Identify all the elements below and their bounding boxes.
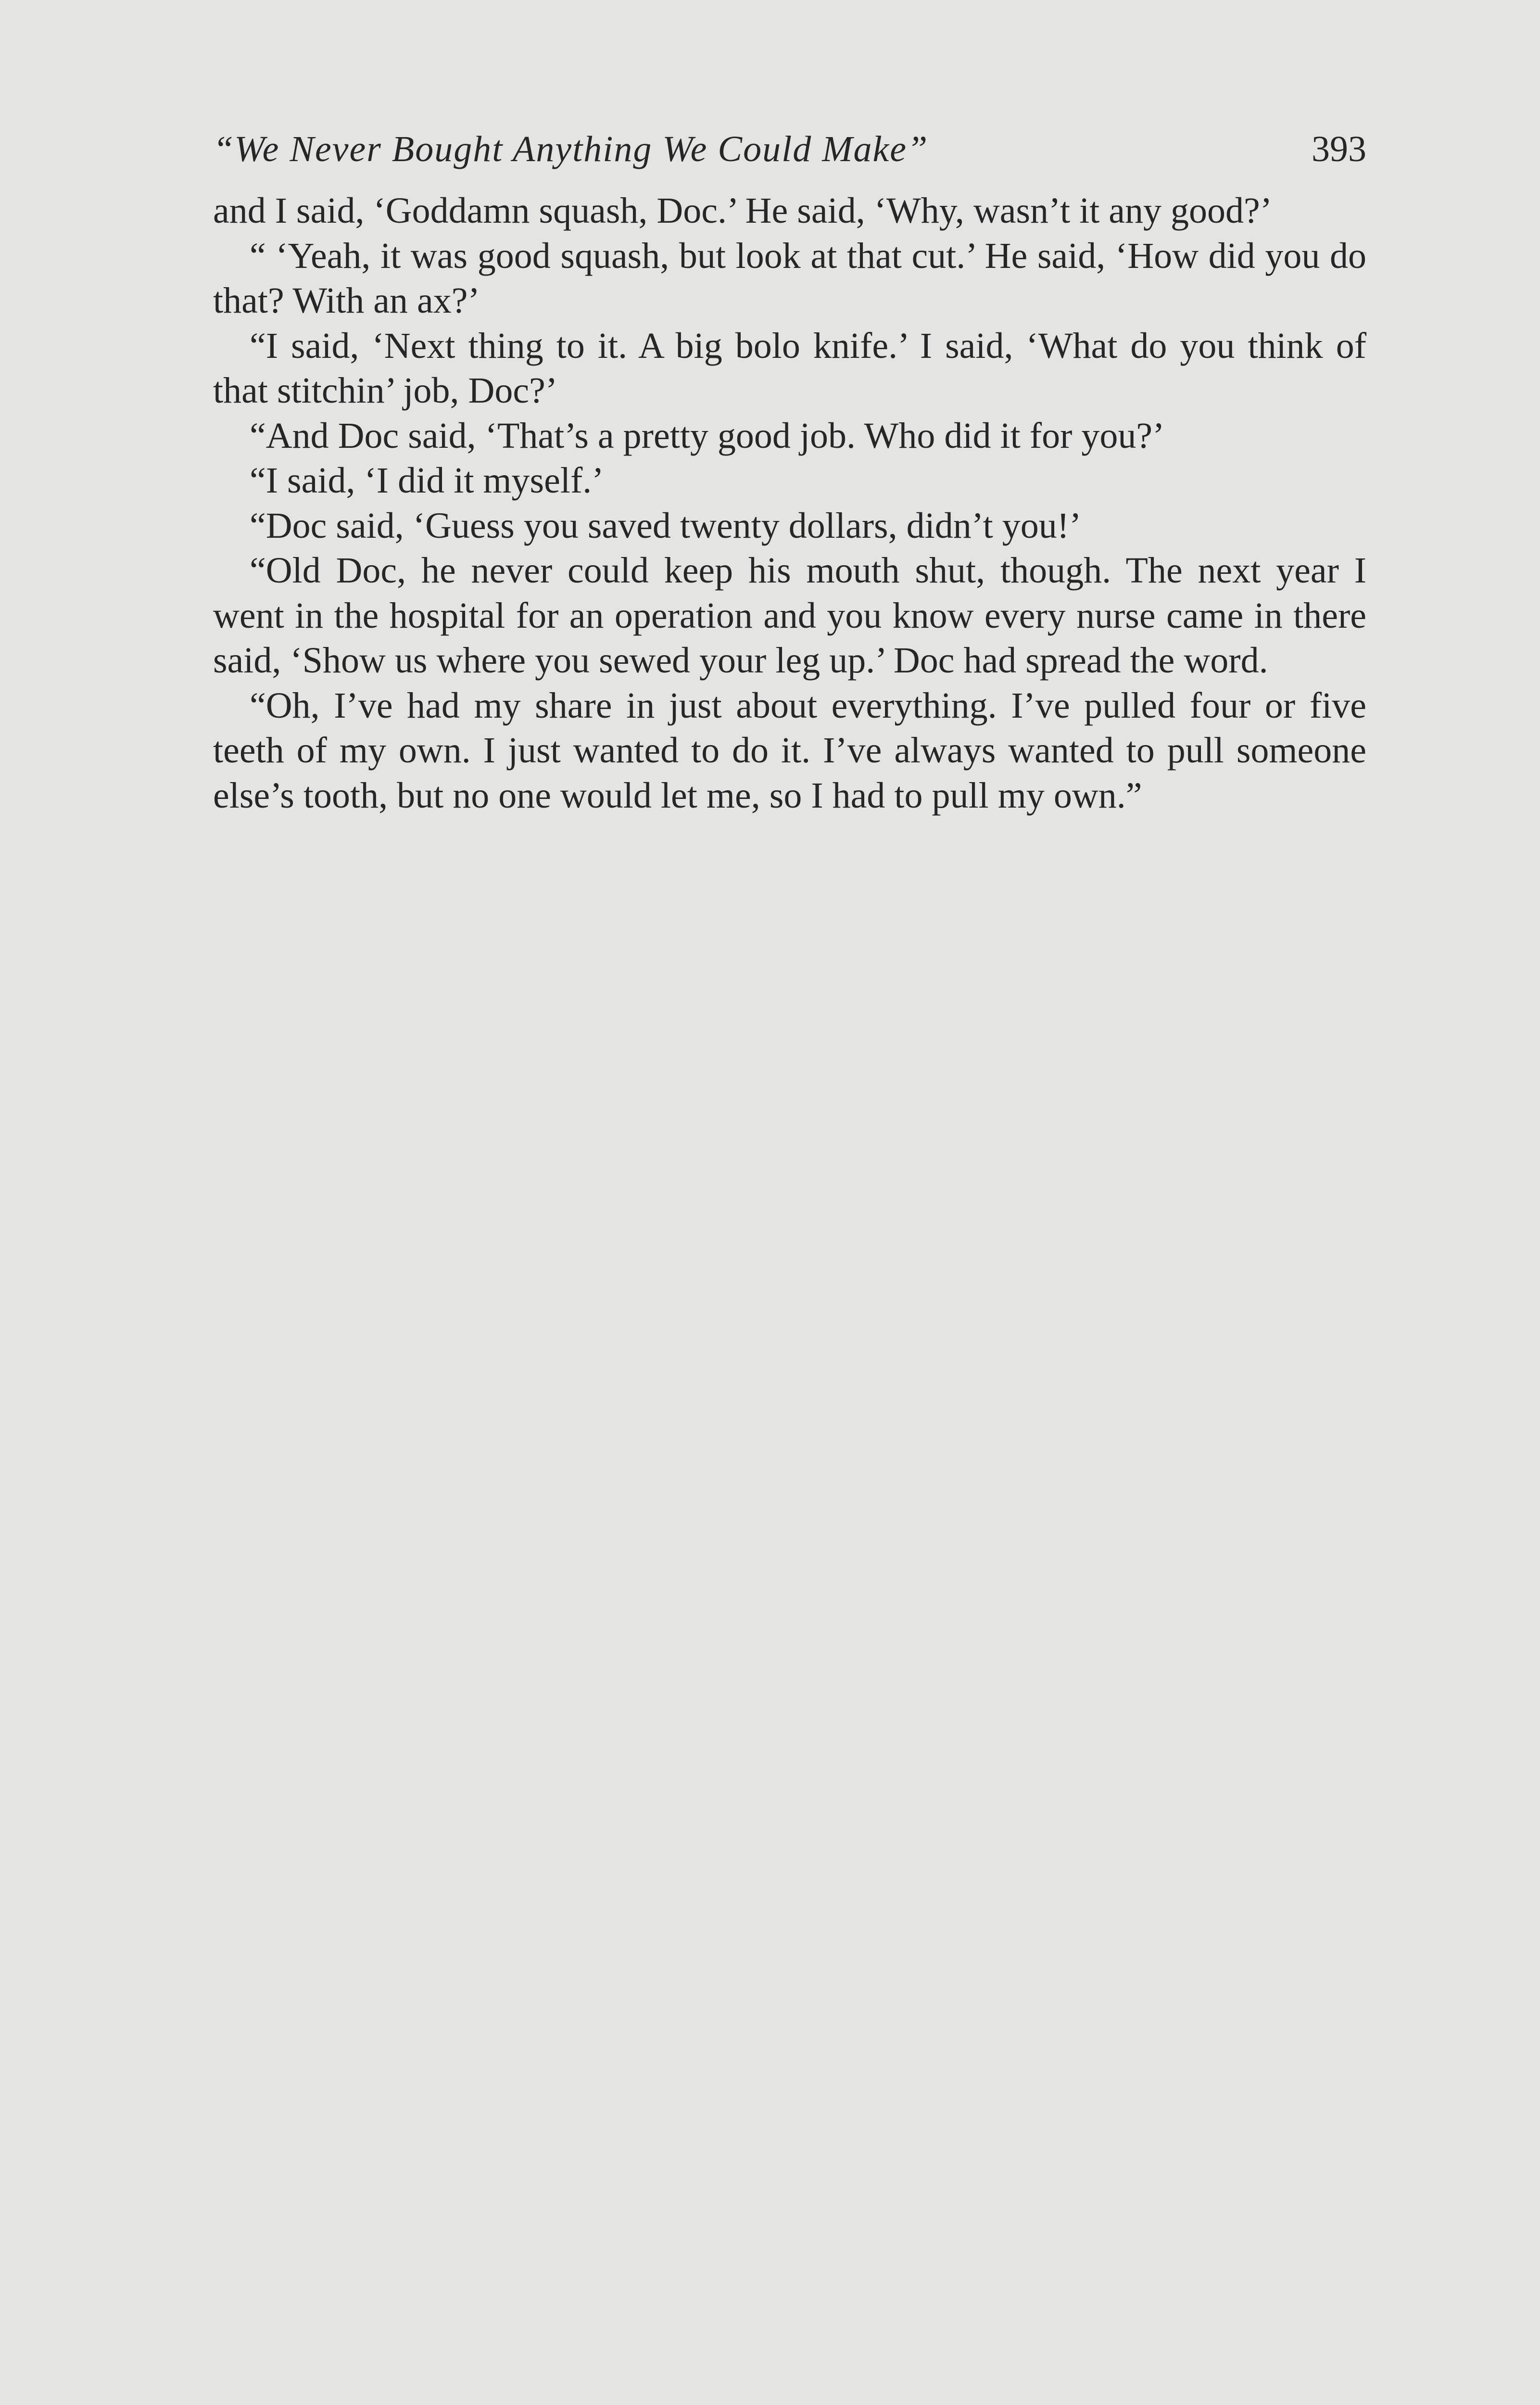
body-text [213,189,1366,818]
running-head [213,123,1366,176]
paragraph: “Oh, I’ve had my share in just about everything. I’ve pulled four or five teeth of my own. I just wanted to do it. I’ve always wanted to pull someone else’s tooth, but no one would let me, so I had to pull my own.” [213,685,1366,816]
paragraph: “And Doc said, ‘That’s a pretty good job. Who did it for you?’ [250,415,1165,456]
paragraph: “Doc said, ‘Guess you saved twenty dollars, didn’t you!’ [250,505,1082,546]
paragraph: and I said, ‘Goddamn squash, Doc.’ He said, ‘Why, wasn’t it any good?’ [213,190,1273,231]
paragraph: “Old Doc, he never could keep his mouth shut, though. The next year I went in the hospital for an operation and you know every nurse came in there said, ‘Show us where you sewed your leg up.’ Doc had spread the word. [213,550,1366,681]
paragraph: “I said, ‘Next thing to it. A big bolo knife.’ I said, ‘What do you think of that stitchin’ job, Doc?’ [213,325,1366,411]
running-title: “We Never Bought Anything We Could Make” [213,129,929,169]
page-number: 393 [1312,129,1366,169]
paragraph: “ ‘Yeah, it was good squash, but look at that cut.’ He said, ‘How did you do that? With an ax?’ [213,235,1366,321]
paragraph: “I said, ‘I did it myself.’ [250,460,604,501]
